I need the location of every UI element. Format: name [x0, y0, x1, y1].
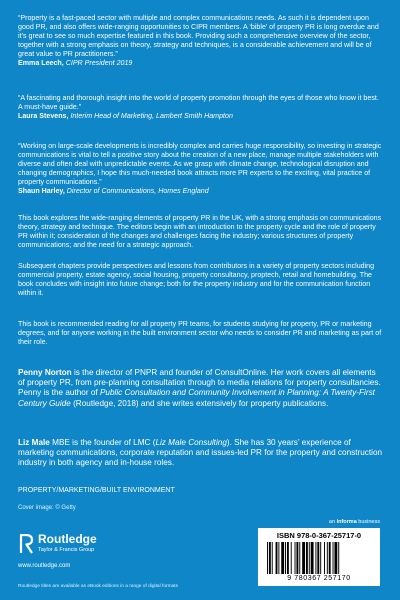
barcode-bar — [269, 542, 271, 574]
barcode-bar — [299, 542, 300, 574]
barcode-bar — [295, 542, 296, 574]
company-name: Liz Male Consulting — [155, 438, 227, 447]
endorsement-attribution: Emma Leech, CIPR President 2019 — [18, 58, 133, 67]
publisher-url[interactable]: www.routledge.com — [18, 563, 71, 569]
barcode-bar — [329, 542, 331, 574]
routledge-r-icon — [18, 534, 34, 554]
barcode-number: 9 780367 257170 — [287, 575, 351, 582]
informa-prefix: an — [328, 519, 337, 525]
barcode-bar — [285, 542, 286, 574]
barcode-bar — [276, 542, 278, 574]
informa-business-label — [329, 519, 380, 525]
author-name: Liz Male — [18, 438, 50, 447]
description-paragraph-2 — [18, 262, 384, 298]
cover-image-credit: Cover image: © Getty — [18, 505, 76, 511]
barcode-bar — [272, 542, 273, 574]
barcode-bar — [311, 542, 314, 574]
endorsement-3 — [18, 142, 384, 195]
barcode-bar — [315, 542, 316, 574]
routledge-logo — [18, 532, 108, 560]
barcode-bar — [278, 542, 279, 574]
barcode-bar — [324, 542, 325, 574]
barcode-panel — [258, 528, 380, 586]
barcode-bar — [320, 542, 321, 574]
endorser-role: Director of Communications, Homes England — [66, 186, 209, 195]
paragraph-text: Subsequent chapters provide perspectives and lessons from contributors in a variety of property sectors including commercial property, estate agency, social housing, property consultancy, proptech, retail and homebuilding. The book concludes with insight into future change; both for the property industry and for the communication function within it. — [18, 262, 375, 297]
endorsement-quote: “Property is a fast-paced sector with multiple and complex communications needs. As such it is dependent upon good PR, and also offers wide-ranging opportunities to CIPR members. A ‘bible’ of property PR is long overdue and it’s great to see so much expertise featured in this book. Providing such a comprehensive overview of the sector, together with a strong emphasis on theory, strategy and techniques, is a considerable achievement and will be of great value to PR practitioners.” — [18, 14, 379, 58]
endorser-role: CIPR President 2019 — [65, 58, 133, 67]
description-paragraph-1 — [18, 214, 384, 250]
barcode-bar — [317, 542, 319, 574]
bio-text: ). She has 30 years’ experience of marketing communications, corporate reputation and issues-led PR for the property and construction industry in both agency and in-house roles. — [18, 438, 383, 468]
author-bio-liz-male — [18, 438, 384, 469]
barcode-bar — [302, 542, 305, 574]
barcode-bar — [333, 542, 334, 574]
barcode-bar — [327, 542, 328, 574]
author-name: Penny Norton — [18, 368, 72, 377]
endorsement-quote: “A fascinating and thorough insight into the world of property promotion through the eyes of those who know it best. A must-have guide.” — [18, 94, 379, 111]
endorsement-1 — [18, 14, 384, 67]
description-paragraph-3 — [18, 320, 384, 347]
bio-text: is the director of PNPR and founder of ConsultOnline. Her work covers all elements of property PR, from pre-planning consultation through to media relations for property consultancies. Penny is the author of — [18, 368, 381, 398]
barcode-bar — [281, 542, 284, 574]
publisher-group: Taylor & Francis Group — [38, 547, 95, 553]
subject-categories: PROPERTY/MARKETING/BUILT ENVIRONMENT — [18, 487, 175, 494]
barcode-bar — [267, 542, 268, 574]
endorsement-attribution: Shaun Harley, Director of Communications, Homes England — [18, 186, 209, 195]
endorser-name: Shaun Harley — [18, 186, 63, 195]
isbn-text: ISBN 978-0-367-25717-0 — [276, 531, 362, 540]
informa-suffix: business — [356, 519, 380, 525]
paragraph-text: This book is recommended reading for all property PR teams, for students studying for property, PR or marketing degrees, and for anyone working in the built environment sector who needs to consider PR and marketing as part of their role. — [18, 320, 382, 346]
informa-brand: informa — [336, 519, 357, 525]
endorser-name: Emma Leech — [18, 58, 62, 67]
barcode-bar — [287, 542, 289, 574]
bio-text: (Routledge, 2018) and she writes extensively for property publications. — [70, 398, 329, 408]
book-title: Public Consultation and Community Involvement in Planning: A Twenty-First Century Guide — [18, 388, 375, 408]
barcode-bar — [334, 542, 337, 574]
publisher-name: Routledge — [38, 532, 97, 546]
endorsement-2 — [18, 94, 384, 121]
barcode-bar — [309, 542, 310, 574]
barcode-icon — [267, 542, 371, 574]
barcode-bar — [306, 542, 308, 574]
paragraph-text: This book explores the wide-ranging elements of property PR in the UK, with a strong emphasis on communications theory, strategy and technique. The editors begin with an introduction to the property cycle and the role of property PR within it; consideration of the changes and challenges facing the industry; various structures of property communications; and the need for a strategic approach. — [18, 214, 382, 249]
endorsement-quote: “Working on large-scale developments is incredibly complex and carries huge responsibility, so investing in strategic communications is vital to tell a positive story about the creation of a new place, manage multiple stakeholders with diverse and often deal with unpredictable events. As we grasp with climate change, technological disruption and changing demographics, I hope this much-needed book attracts more PR experts to the exciting, vital practice of property communications.” — [18, 142, 382, 186]
ebook-note: Routledge titles are available as eBook editions in a range of digital formats — [18, 584, 178, 589]
endorser-name: Laura Stevens — [18, 111, 67, 120]
author-bio-penny-norton — [18, 368, 384, 409]
barcode-bar — [291, 542, 292, 574]
endorsement-attribution: Laura Stevens, Interim Head of Marketing, Lambert Smith Hampton — [18, 111, 233, 120]
endorser-role: Interim Head of Marketing, Lambert Smith Hampton — [70, 111, 233, 120]
bio-text: MBE is the founder of LMC ( — [49, 438, 156, 447]
barcode-bar — [338, 542, 339, 574]
barcode-bar — [296, 542, 298, 574]
